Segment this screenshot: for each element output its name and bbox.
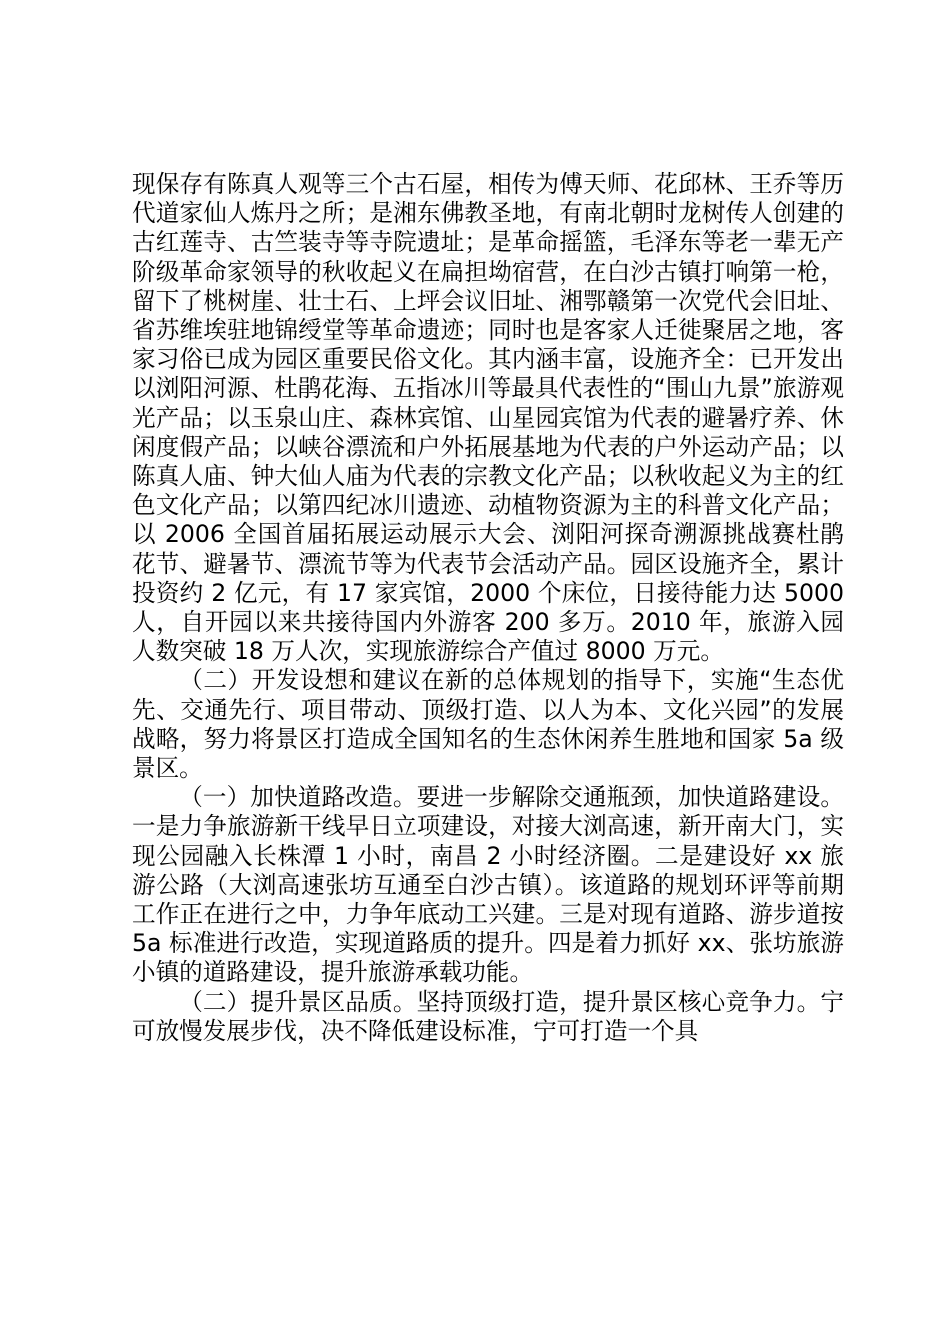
document-body	[132, 170, 844, 1046]
paragraph-heritage-overview: 现保存有陈真人观等三个古石屋，相传为傅天师、花邱林、王乔等历代道家仙人炼丹之所；是湘东佛教圣地，有南北朝时龙树传人创建的古红莲寺、古竺装寺等寺院遗址；是革命摇篮，毛泽东等老一辈无产阶级革命家领导的秋收起义在扁担坳宿营，在白沙古镇打响第一枪，留下了桃树崖、壮士石、上坪会议旧址、湘鄂赣第一次党代会旧址、省苏维埃驻地锦绶堂等革命遗迹；同时也是客家人迁徙聚居之地，客家习俗已成为园区重要民俗文化。其内涵丰富，设施齐全：已开发出以浏阳河源、杜鹃花海、五指冰川等最具代表性的“围山九景”旅游观光产品；以玉泉山庄、森林宾馆、山星园宾馆为代表的避暑疗养、休闲度假产品；以峡谷漂流和户外拓展基地为代表的户外运动产品；以陈真人庙、钟大仙人庙为代表的宗教文化产品；以秋收起义为主的红色文化产品；以第四纪冰川遗迹、动植物资源为主的科普文化产品；以 2006 全国首届拓展运动展示大会、浏阳河探奇溯源挑战赛杜鹃花节、避暑节、漂流节等为代表节会活动产品。园区设施齐全，累计投资约 2 亿元，有 17 家宾馆，2000 个床位，日接待能力达 5000 人，自开园以来共接待国内外游客 200 多万。2010 年，旅游入园人数突破 18 万人次，实现旅游综合产值过 8000 万元。	[132, 170, 844, 666]
paragraph-scenic-quality: （二）提升景区品质。坚持顶级打造，提升景区核心竞争力。宁可放慢发展步伐，决不降低建设标准，宁可打造一个具	[132, 987, 844, 1045]
paragraph-road-improvement: （一）加快道路改造。要进一步解除交通瓶颈，加快道路建设。一是力争旅游新干线早日立项建设，对接大浏高速，新开南大门，实现公园融入长株潭 1 小时，南昌 2 小时经济圈。二是建设好 xx 旅游公路（大浏高速张坊互通至白沙古镇）。该道路的规划环评等前期工作正在进行之中，力争年底动工兴建。三是对现有道路、游步道按 5a 标准进行改造，实现道路质的提升。四是着力抓好 xx、张坊旅游小镇的道路建设，提升旅游承载功能。	[132, 783, 844, 987]
paragraph-development-plan: （二）开发设想和建议在新的总体规划的指导下，实施“生态优先、交通先行、项目带动、顶级打造、以人为本、文化兴园”的发展战略，努力将景区打造成全国知名的生态休闲养生胜地和国家 5a 级景区。	[132, 666, 844, 783]
